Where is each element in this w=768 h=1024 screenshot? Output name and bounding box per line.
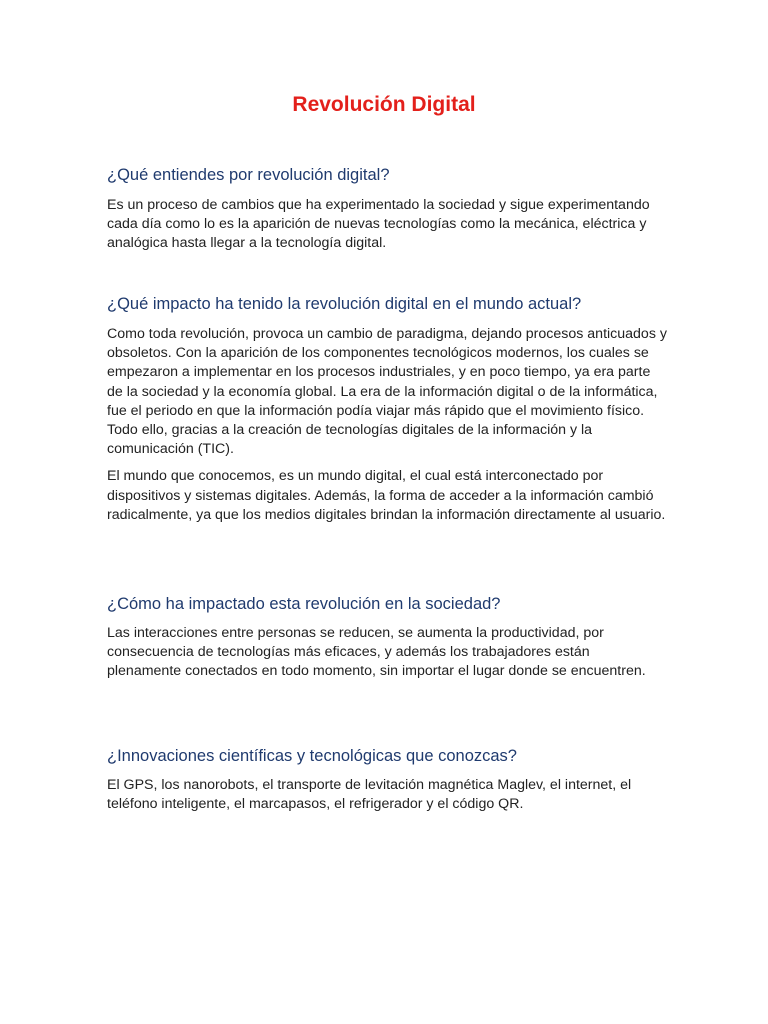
- section-heading: ¿Qué entiendes por revolución digital?: [107, 166, 390, 184]
- section-paragraph: Como toda revolución, provoca un cambio de paradigma, dejando procesos anticuados y obsoletos. Con la aparición de los componentes tecnológicos modernos, los cuales se empezaron a implementar en los procesos industriales, y en poco tiempo, ya era parte de la sociedad y la economía global. La era de la información digital o de la informática, fue el periodo en que la información podía viajar más rápido que el movimiento físico. Todo ello, gracias a la creación de tecnologías digitales de la información y la comunicación (TIC).: [107, 326, 667, 458]
- section-definition: [107, 163, 667, 254]
- section-paragraph: El GPS, los nanorobots, el transporte de levitación magnética Maglev, el internet, el teléfono inteligente, el marcapasos, el refrigerador y el código QR.: [107, 777, 632, 813]
- section-innovations: [107, 744, 667, 814]
- section-heading: ¿Cómo ha impactado esta revolución en la sociedad?: [107, 595, 501, 613]
- section-impact-world: [107, 292, 667, 525]
- section-heading: ¿Innovaciones científicas y tecnológicas que conozcas?: [107, 747, 517, 765]
- section-paragraph: El mundo que conocemos, es un mundo digital, el cual está interconectado por dispositivos y sistemas digitales. Además, la forma de acceder a la información cambió radicalmente, ya que los medios digitales brindan la información directamente al usuario.: [107, 468, 666, 523]
- section-paragraph: Es un proceso de cambios que ha experimentado la sociedad y sigue experimentando cada día como lo es la aparición de nuevas tecnologías como la mecánica, eléctrica y analógica hasta llegar a la tecnología digital.: [107, 197, 650, 252]
- section-impact-society: [107, 592, 667, 682]
- document-title: Revolución Digital: [292, 93, 476, 116]
- section-heading: ¿Qué impacto ha tenido la revolución digital en el mundo actual?: [107, 295, 582, 313]
- section-paragraph: Las interacciones entre personas se reducen, se aumenta la productividad, por consecuencia de tecnologías más eficaces, y además los trabajadores están plenamente conectados en todo momento, sin importar el lugar donde se encuentren.: [107, 625, 646, 680]
